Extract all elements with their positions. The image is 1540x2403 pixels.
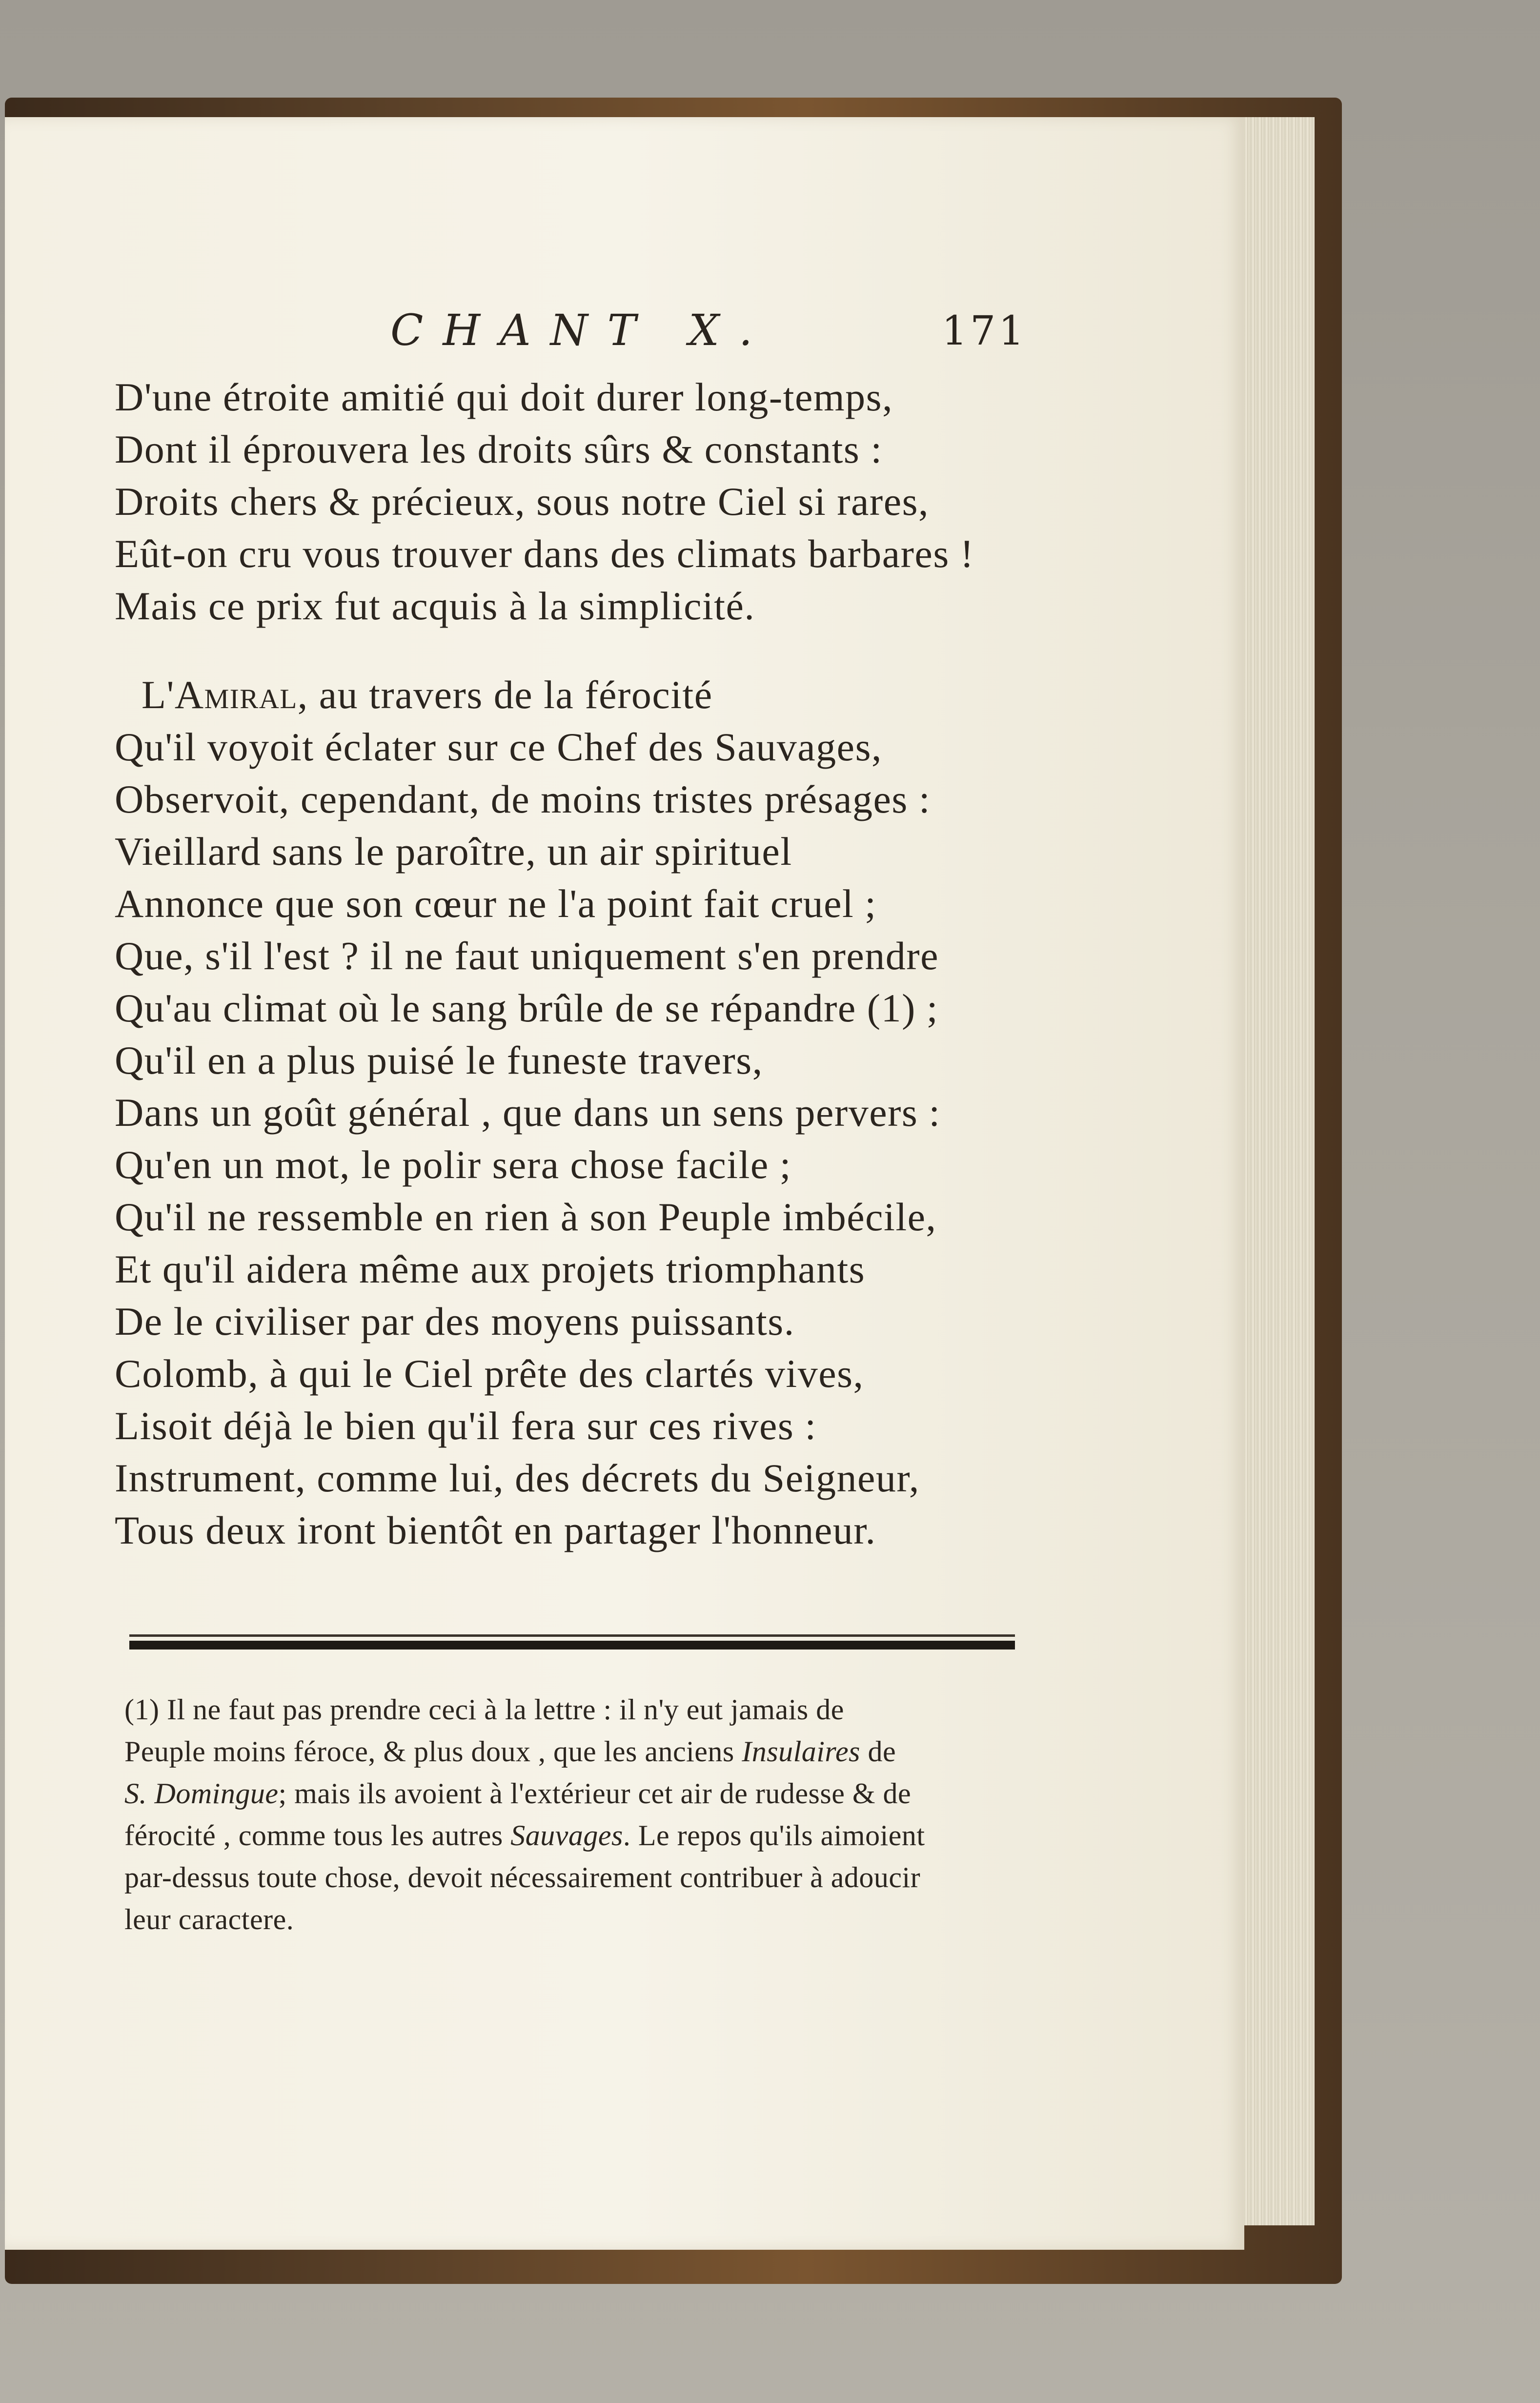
footnote-line	[124, 1731, 1032, 1772]
footnote	[124, 1689, 1032, 1940]
footnote-line: par-dessus toute chose, devoit nécessairement contribuer à adoucir	[124, 1861, 921, 1894]
verse-line: Qu'il ne ressemble en rien à son Peuple imbécile,	[115, 1195, 937, 1239]
footnote-italic: Insulaires	[742, 1735, 861, 1768]
verse-line: Dont il éprouvera les droits sûrs & constants :	[115, 427, 883, 471]
footnote-line: leur caractere.	[124, 1903, 294, 1935]
verse-line: Qu'il voyoit éclater sur ce Chef des Sauvages,	[115, 725, 882, 769]
verse-line: Eût-on cru vous trouver dans des climats barbares !	[115, 531, 974, 576]
stanza-1	[115, 371, 1042, 632]
first-line-rest: , au travers de la férocité	[297, 672, 713, 717]
verse-line: Vieillard sans le paroître, un air spirituel	[115, 829, 792, 874]
verse-line: Et qu'il aidera même aux projets triomphants	[115, 1247, 866, 1291]
verse-line: Colomb, à qui le Ciel prête des clartés vives,	[115, 1351, 864, 1396]
verse-line: De le civiliser par des moyens puissants.	[115, 1299, 795, 1344]
page-number: 171	[942, 308, 1027, 354]
footnote-text: . Le repos qu'ils aimoient	[623, 1819, 925, 1852]
verse-line: Qu'il en a plus puisé le funeste travers,	[115, 1038, 763, 1082]
footnote-italic: Sauvages	[510, 1819, 623, 1852]
footnote-line	[124, 1814, 1032, 1856]
verse-line: Lisoit déjà le bien qu'il fera sur ces rives :	[115, 1404, 817, 1448]
verse-line: Qu'en un mot, le polir sera chose facile ;	[115, 1142, 792, 1187]
verse-line: Observoit, cependant, de moins tristes présages :	[115, 777, 931, 821]
verse-line-first	[115, 669, 1042, 721]
footnote-text: ; mais ils avoient à l'extérieur cet air de rudesse & de	[278, 1777, 912, 1810]
chapter-title: CHANT X.	[390, 305, 772, 355]
verse-line: Tous deux iront bientôt en partager l'honneur.	[115, 1508, 876, 1552]
footnote-text: férocité , comme tous les autres	[124, 1819, 511, 1852]
footnote-line: (1) Il ne faut pas prendre ceci à la lettre : il n'y eut jamais de	[124, 1693, 844, 1726]
verse-line: Que, s'il l'est ? il ne faut uniquement s'en prendre	[115, 934, 939, 978]
stanza-2	[115, 669, 1042, 1556]
verse-text	[115, 371, 1042, 1556]
verse-line: D'une étroite amitié qui doit durer long-temps,	[115, 375, 893, 419]
verse-line: Qu'au climat où le sang brûle de se répandre (1) ;	[115, 986, 939, 1030]
footnote-rule	[129, 1641, 1015, 1650]
page-edges	[1239, 117, 1315, 2225]
verse-line: Annonce que son cœur ne l'a point fait cruel ;	[115, 881, 877, 926]
footnote-rule-thin	[129, 1634, 1015, 1637]
verse-line: Instrument, comme lui, des décrets du Seigneur,	[115, 1456, 920, 1500]
footnote-line	[124, 1772, 1032, 1814]
verse-line: Droits chers & précieux, sous notre Ciel si rares,	[115, 479, 930, 524]
footnote-text: Peuple moins féroce, & plus doux , que les anciens	[124, 1735, 742, 1768]
verse-line: Mais ce prix fut acquis à la simplicité.	[115, 584, 755, 628]
footnote-italic: S. Domingue	[124, 1777, 279, 1810]
footnote-text: de	[860, 1735, 896, 1768]
first-word: L'Amiral	[142, 672, 298, 717]
verse-line: Dans un goût général , que dans un sens pervers :	[115, 1090, 941, 1135]
running-head	[0, 305, 1540, 368]
